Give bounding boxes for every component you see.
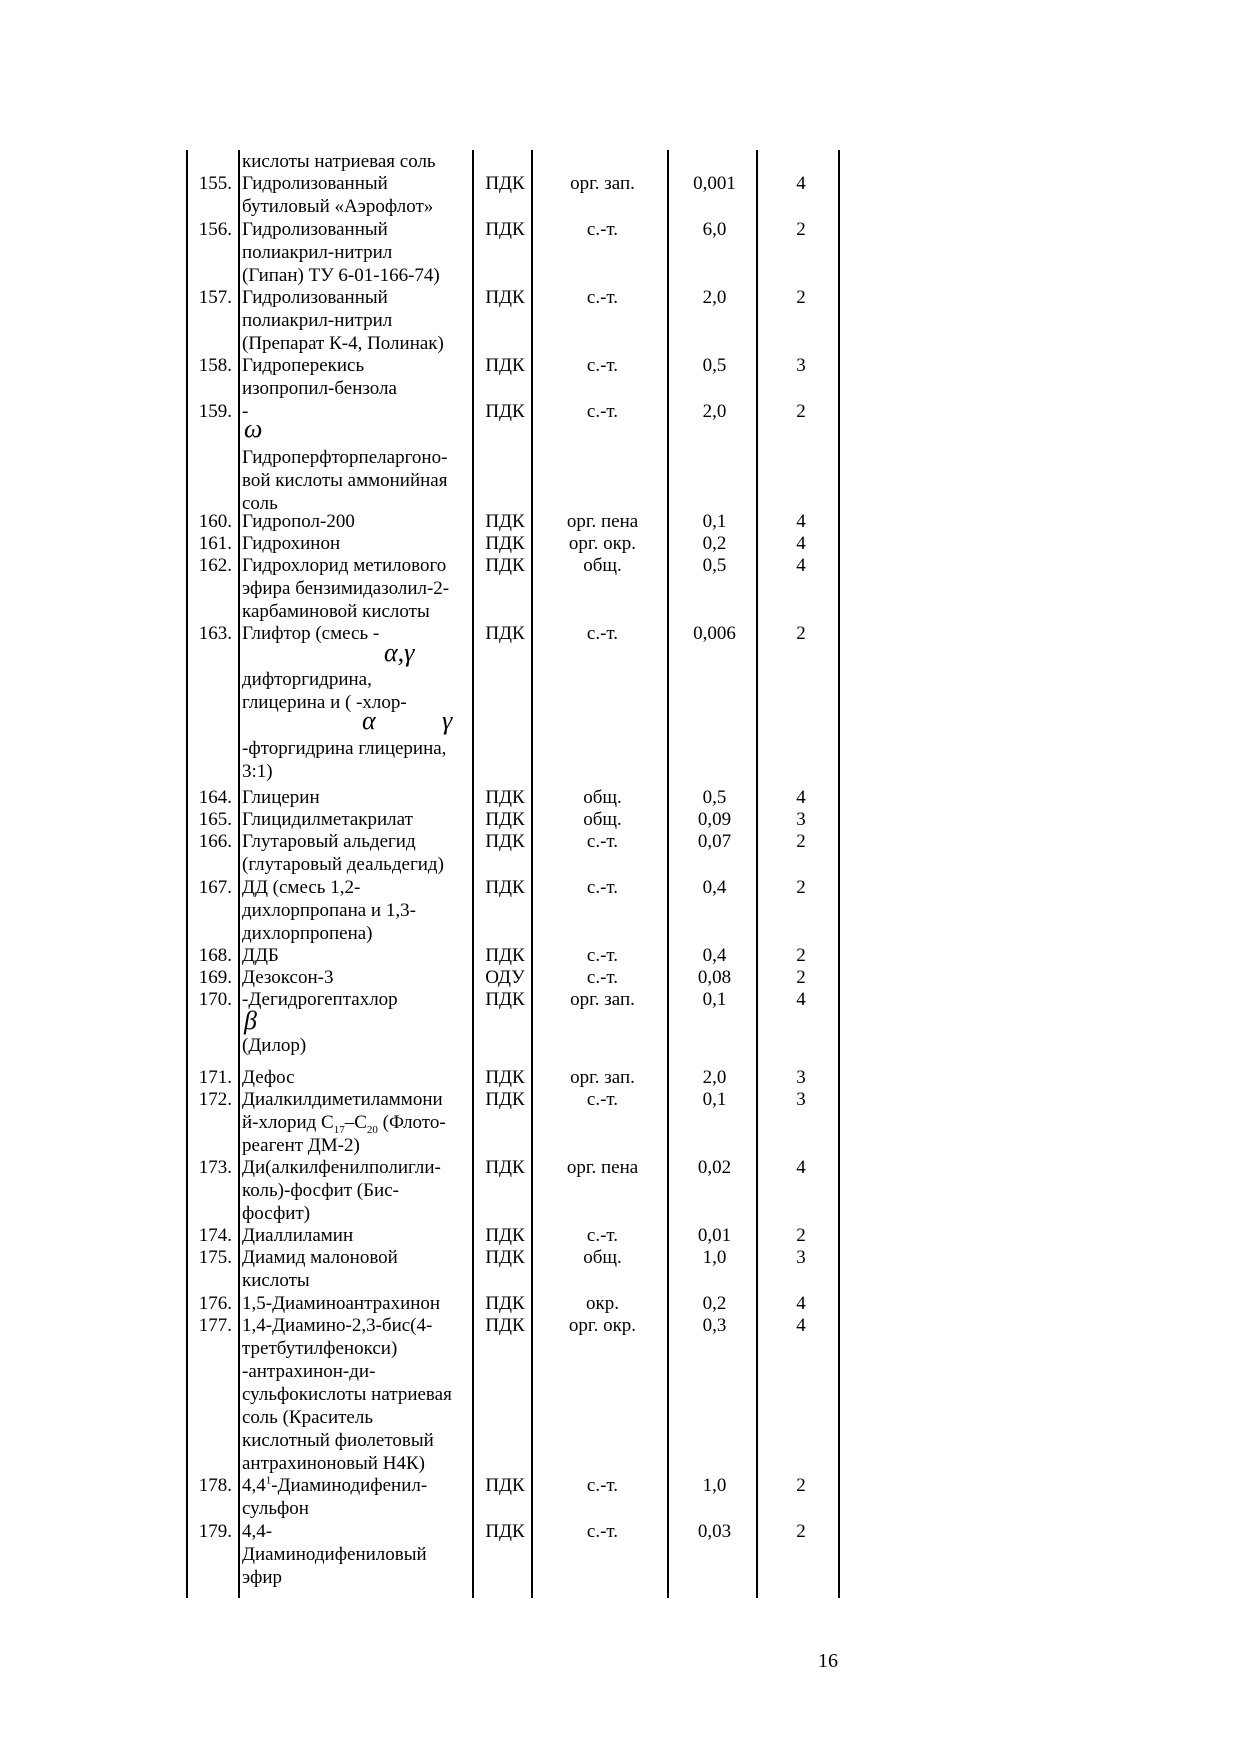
concentration-value: 2,0 [702, 401, 727, 422]
substance-name [242, 786, 472, 809]
substance-name [242, 622, 472, 783]
standard-type: ПДК [485, 1067, 525, 1088]
row-number: 168. [198, 945, 232, 966]
substance-name-line: карбаминовой кислоты [242, 601, 430, 622]
limiting-indicator: общ. [583, 1247, 622, 1268]
concentration-value: 0,5 [702, 355, 727, 376]
substance-name-line: -антрахинон-ди- [242, 1361, 376, 1382]
hazard-class: 2 [796, 219, 806, 240]
standard-type: ПДК [485, 877, 525, 898]
substance-name-line: ДД (смесь 1,2- [242, 877, 361, 898]
limiting-indicator: орг. зап. [570, 173, 635, 194]
hazard-class: 2 [796, 877, 806, 898]
concentration-value: 0,5 [702, 787, 727, 808]
substance-name-line: -фторгидрина глицерина, [242, 738, 447, 759]
substance-name-line: кислотный фиолетовый [242, 1430, 434, 1451]
standard-type: ПДК [485, 1315, 525, 1336]
hazard-class: 4 [796, 555, 806, 576]
row-number: 160. [198, 511, 232, 532]
concentration-value: 0,006 [693, 623, 736, 644]
substance-name [242, 286, 472, 355]
substance-name-line: Диаминодифениловый [242, 1544, 427, 1565]
concentration-value: 0,1 [702, 511, 727, 532]
substance-name-line: - [242, 401, 249, 422]
column-divider-number [238, 150, 240, 1598]
substance-name-line: Глицерин [242, 787, 320, 808]
row-number: 170. [198, 989, 232, 1010]
substance-name-line: Диаллиламин [242, 1225, 354, 1246]
concentration-value: 0,1 [702, 989, 727, 1010]
limiting-indicator: с.-т. [586, 287, 619, 308]
limiting-indicator: с.-т. [586, 945, 619, 966]
hazard-class: 2 [796, 1225, 806, 1246]
substance-name-line [242, 645, 472, 668]
concentration-value: 0,07 [697, 831, 732, 852]
concentration-value: 6,0 [702, 219, 727, 240]
substance-name-line: сульфокислоты натриевая [242, 1384, 452, 1405]
substance-name-line: Гидрохлорид метилового [242, 555, 447, 576]
substance-name-line: дифторгидрина, [242, 669, 372, 690]
standard-type: ПДК [485, 555, 525, 576]
concentration-value: 0,4 [702, 877, 727, 898]
substance-name-line: Дефос [242, 1067, 295, 1088]
limiting-indicator: орг. пена [566, 1157, 639, 1178]
standard-type: ПДК [485, 809, 525, 830]
standard-type: ПДК [485, 355, 525, 376]
substance-name [242, 966, 472, 989]
standard-type: ПДК [485, 511, 525, 532]
limiting-indicator: с.-т. [586, 623, 619, 644]
page-number: 16 [818, 1650, 838, 1672]
substance-name-line: коль)-фосфит (Бис- [242, 1180, 399, 1201]
standard-type: ОДУ [485, 967, 525, 988]
substance-name [242, 1088, 472, 1157]
substance-name [242, 532, 472, 555]
substance-name-line: Ди(алкилфенилполигли- [242, 1157, 441, 1178]
substance-name-line: реагент ДМ-2) [242, 1135, 360, 1156]
substance-name-line [242, 1011, 472, 1034]
substance-name-line: фосфит) [242, 1203, 311, 1224]
substance-name-line: й-хлорид $С_{17}-С_{20}$ (Флото- [242, 1112, 446, 1136]
substance-name-line: Гидроперекись [242, 355, 365, 376]
standard-type: ПДК [485, 989, 525, 1010]
concentration-value: 0,09 [697, 809, 732, 830]
substance-name-line: дихлорпропана и 1,3- [242, 900, 416, 921]
concentration-value: 0,2 [702, 533, 727, 554]
substance-name [242, 1474, 472, 1520]
gamma-symbol: γ [442, 706, 453, 735]
substance-name [242, 172, 472, 218]
hazard-class: 2 [796, 623, 806, 644]
limiting-indicator: орг. окр. [568, 1315, 637, 1336]
substance-name-line: Дезоксон-3 [242, 967, 334, 988]
standard-type: ПДК [485, 533, 525, 554]
row-number: 175. [198, 1247, 232, 1268]
row-number: 158. [198, 355, 232, 376]
substance-name-line: вой кислоты аммонийная [242, 470, 448, 491]
substance-name-line [242, 714, 472, 737]
hazard-class: 4 [796, 173, 806, 194]
row-number: 164. [198, 787, 232, 808]
substance-name-line: (глутаровый деальдегид) [242, 854, 444, 875]
substance-name-line: (Препарат К-4, Полинак) [242, 333, 444, 354]
substance-name [242, 988, 472, 1057]
substance-name-line: полиакрил-нитрил [242, 310, 393, 331]
concentration-value: 0,1 [702, 1089, 727, 1110]
standard-type: ПДК [485, 1293, 525, 1314]
alpha-gamma-symbol: α,γ [384, 638, 415, 667]
substance-name-line: Диалкилдиметиламмони [242, 1089, 443, 1110]
row-number: 176. [198, 1293, 232, 1314]
substance-name-line: -Дегидрогептахлор [242, 989, 398, 1010]
hazard-class: 4 [796, 787, 806, 808]
standard-type: ПДК [485, 1247, 525, 1268]
row-number: 172. [198, 1089, 232, 1110]
concentration-value: 0,5 [702, 555, 727, 576]
hazard-class: 4 [796, 989, 806, 1010]
substance-name-line: $4,4^1-Диаминодифенил-$ [242, 1474, 428, 1496]
limiting-indicator: орг. пена [566, 511, 639, 532]
substance-name [242, 218, 472, 287]
substance-name-line [242, 423, 472, 446]
omega-symbol: ω [244, 414, 263, 443]
substance-name-line: глицерина и ( -хлор- [242, 692, 407, 713]
standard-type: ПДК [485, 219, 525, 240]
standard-type: ПДК [485, 787, 525, 808]
hazard-class: 3 [796, 1247, 806, 1268]
substance-name [242, 944, 472, 967]
hazard-class: 2 [796, 401, 806, 422]
standard-type: ПДК [485, 173, 525, 194]
substance-name [242, 1314, 472, 1475]
hazard-class: 2 [796, 831, 806, 852]
substance-name-line: (Дилор) [242, 1035, 307, 1056]
substance-name-line: Глицидилметакрилат [242, 809, 413, 830]
substance-name-line: 1,5-Диаминоантрахинон [242, 1293, 441, 1314]
limiting-indicator: орг. зап. [570, 989, 635, 1010]
substance-name-line: третбутилфенокси) [242, 1338, 398, 1359]
hazard-class: 3 [796, 355, 806, 376]
row-number: 162. [198, 555, 232, 576]
standard-type: ПДК [485, 401, 525, 422]
hazard-class: 4 [796, 1293, 806, 1314]
limiting-indicator: с.-т. [586, 1521, 619, 1542]
substance-name-line: Гидролизованный [242, 287, 388, 308]
substance-name-line: Диамид малоновой [242, 1247, 398, 1268]
concentration-value: 0,4 [702, 945, 727, 966]
concentration-value: 1,0 [702, 1247, 727, 1268]
row-number: 163. [198, 623, 232, 644]
standard-type: ПДК [485, 1521, 525, 1542]
beta-symbol: β [244, 1006, 257, 1035]
row-number: 173. [198, 1157, 232, 1178]
row-number: 167. [198, 877, 232, 898]
standard-type: ПДК [485, 1225, 525, 1246]
substance-name-line: Гидролизованный [242, 173, 388, 194]
row-number: 155. [198, 173, 232, 194]
row-number: 174. [198, 1225, 232, 1246]
substance-name-line: кислоты [242, 1270, 310, 1291]
substance-name-line: соль [242, 493, 278, 514]
hazard-class: 3 [796, 1067, 806, 1088]
hazard-class: 3 [796, 1089, 806, 1110]
substance-name [242, 1156, 472, 1225]
substance-name-line: Гидропол-200 [242, 511, 355, 532]
hazard-class: 2 [796, 1521, 806, 1542]
substance-name-line: дихлорпропена) [242, 923, 373, 944]
limiting-indicator: с.-т. [586, 355, 619, 376]
limiting-indicator: с.-т. [586, 1475, 619, 1496]
hazard-class: 2 [796, 967, 806, 988]
row-number: 171. [198, 1067, 232, 1088]
limiting-indicator: окр. [586, 1293, 619, 1314]
alpha-symbol: α [362, 706, 376, 735]
standard-type: ПДК [485, 1475, 525, 1496]
hazard-class: 3 [796, 809, 806, 830]
substance-name [242, 1292, 472, 1315]
substance-name-line: 1,4-Диамино-2,3-бис(4- [242, 1315, 433, 1336]
substance-name-line: полиакрил-нитрил [242, 242, 393, 263]
substance-name-line: Глифтор (смесь - [242, 623, 380, 644]
limiting-indicator: с.-т. [586, 967, 619, 988]
hazard-class: 4 [796, 1157, 806, 1178]
concentration-value: 0,001 [693, 173, 736, 194]
column-divider-name [472, 150, 474, 1598]
row-number: 161. [198, 533, 232, 554]
row-number: 178. [198, 1475, 232, 1496]
row-number: 157. [198, 287, 232, 308]
hazard-class: 4 [796, 533, 806, 554]
limiting-indicator: с.-т. [586, 831, 619, 852]
concentration-value: 0,3 [702, 1315, 727, 1336]
hazard-class: 2 [796, 1475, 806, 1496]
substance-name-line: соль (Краситель [242, 1407, 373, 1428]
row-number: 179. [198, 1521, 232, 1542]
substance-name [242, 1246, 472, 1292]
substance-name [242, 150, 472, 173]
row-number: 156. [198, 219, 232, 240]
row-number: 177. [198, 1315, 232, 1336]
substance-name-line: кислоты натриевая соль [242, 151, 436, 172]
standard-type: ПДК [485, 1157, 525, 1178]
substance-name [242, 510, 472, 533]
limiting-indicator: орг. зап. [570, 1067, 635, 1088]
concentration-value: 2,0 [702, 287, 727, 308]
hazard-class: 4 [796, 1315, 806, 1336]
standard-type: ПДК [485, 831, 525, 852]
standard-type: ПДК [485, 623, 525, 644]
concentration-value: 0,01 [697, 1225, 732, 1246]
standard-type: ПДК [485, 287, 525, 308]
standard-type: ПДК [485, 1089, 525, 1110]
limiting-indicator: с.-т. [586, 877, 619, 898]
substance-name [242, 1066, 472, 1089]
substance-name [242, 876, 472, 945]
table-border-left [186, 150, 188, 1598]
substance-name-line: эфира бензимидазолил-2- [242, 578, 450, 599]
substance-name-line: 4,4- [242, 1521, 273, 1542]
concentration-value: 0,02 [697, 1157, 732, 1178]
substance-name-line: Гидрохинон [242, 533, 341, 554]
substance-name [242, 554, 472, 623]
substance-name-line: Глутаровый альдегид [242, 831, 416, 852]
substance-name-line: Гидроперфторпеларгоно- [242, 447, 448, 468]
substance-name [242, 808, 472, 831]
limiting-indicator: общ. [583, 555, 622, 576]
hazard-class: 2 [796, 287, 806, 308]
substance-name-line: (Гипан) ТУ 6-01-166-74) [242, 265, 440, 286]
limiting-indicator: орг. окр. [568, 533, 637, 554]
limiting-indicator: с.-т. [586, 1225, 619, 1246]
row-number: 165. [198, 809, 232, 830]
concentration-value: 0,2 [702, 1293, 727, 1314]
substance-name-line: бутиловый «Аэрофлот» [242, 196, 434, 217]
concentration-value: 1,0 [702, 1475, 727, 1496]
substance-name [242, 1520, 472, 1589]
substance-name [242, 830, 472, 876]
substance-name [242, 400, 472, 515]
row-number: 166. [198, 831, 232, 852]
substance-name [242, 1224, 472, 1247]
row-number: 159. [198, 401, 232, 422]
limiting-indicator: общ. [583, 787, 622, 808]
concentration-value: 0,08 [697, 967, 732, 988]
concentration-value: 0,03 [697, 1521, 732, 1542]
limiting-indicator: с.-т. [586, 401, 619, 422]
substance-name-line: сульфон [242, 1498, 309, 1519]
substance-name [242, 354, 472, 400]
substance-name-line: антрахиноновый Н4К) [242, 1453, 425, 1474]
hazard-class: 4 [796, 511, 806, 532]
concentration-value: 2,0 [702, 1067, 727, 1088]
substance-name-line: эфир [242, 1567, 283, 1588]
row-number: 169. [198, 967, 232, 988]
limiting-indicator: с.-т. [586, 219, 619, 240]
standard-type: ПДК [485, 945, 525, 966]
hazard-class: 2 [796, 945, 806, 966]
substance-name-line: ДДБ [242, 945, 279, 966]
limiting-indicator: общ. [583, 809, 622, 830]
limiting-indicator: с.-т. [586, 1089, 619, 1110]
substance-name-line: Гидролизованный [242, 219, 388, 240]
substance-name-line: 3:1) [242, 761, 273, 782]
substance-name-line: изопропил-бензола [242, 378, 397, 399]
